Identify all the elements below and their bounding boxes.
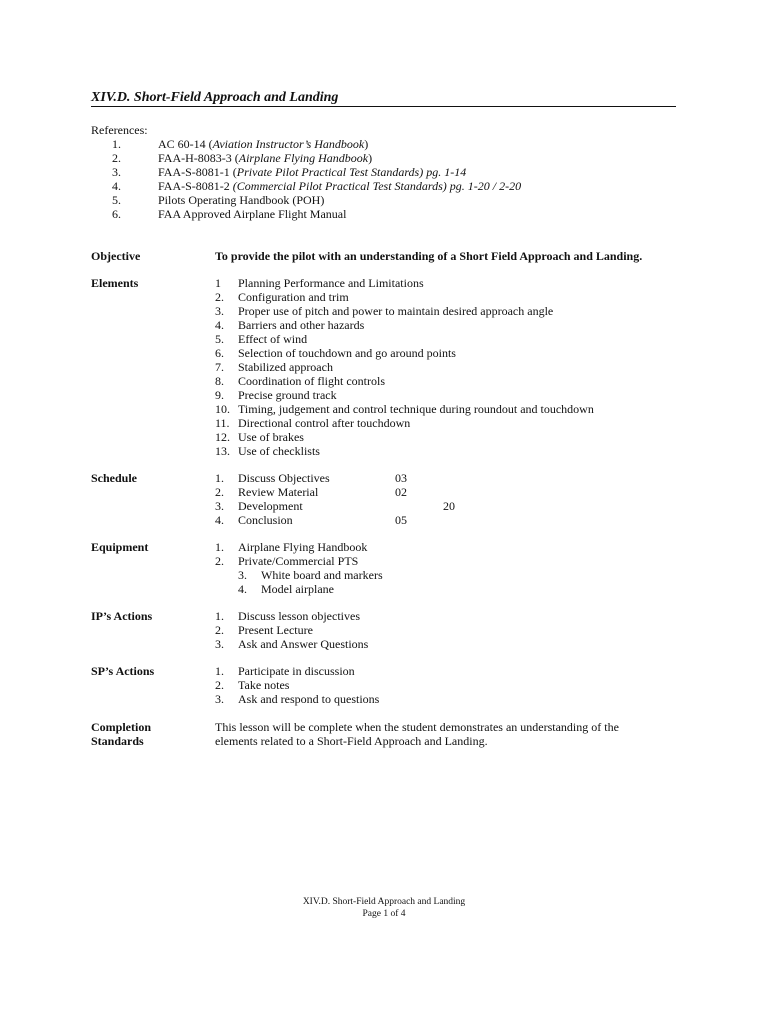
completion-label-line: Standards [91, 734, 144, 748]
list-item [215, 678, 685, 692]
item-number: 2. [215, 485, 224, 499]
item-text: Timing, judgement and control technique during roundout and touchdown [238, 402, 594, 416]
page-number: Page 1 of 4 [362, 909, 406, 919]
reference-text [158, 137, 368, 151]
item-number: 8. [215, 374, 224, 388]
item-number: 1. [215, 540, 224, 554]
item-text: White board and markers [261, 568, 383, 582]
list-item [215, 568, 685, 582]
item-text: Ask and Answer Questions [238, 637, 369, 651]
item-number: 1 [215, 276, 221, 290]
schedule-row [215, 485, 685, 499]
schedule-activity: Review Material [238, 485, 319, 499]
item-number: 10. [215, 402, 230, 416]
item-number: 2. [215, 623, 224, 637]
list-item [215, 402, 685, 416]
item-number: 2. [215, 554, 224, 568]
schedule-list [215, 471, 685, 527]
reference-code: FAA-H-8083-3 ( [158, 151, 239, 165]
list-item [215, 430, 685, 444]
schedule-label: Schedule [91, 471, 138, 485]
item-text: Discuss lesson objectives [238, 609, 360, 623]
reference-title: (Commercial Pilot Practical Test Standards) pg. 1-20 / 2-20 [232, 179, 522, 193]
item-text: Participate in discussion [238, 664, 355, 678]
item-text: Use of brakes [238, 430, 304, 444]
item-number: 11. [215, 416, 230, 430]
elements-label: Elements [91, 276, 139, 290]
item-text: Coordination of flight controls [238, 374, 385, 388]
list-item [215, 609, 685, 623]
reference-text: Pilots Operating Handbook (POH) [158, 193, 325, 207]
item-text: Barriers and other hazards [238, 318, 365, 332]
reference-text [158, 165, 466, 179]
list-item [215, 290, 685, 304]
item-number: 4. [215, 318, 224, 332]
list-item [215, 318, 685, 332]
schedule-time: 20 [443, 499, 455, 513]
list-item [215, 416, 685, 430]
references-label: References: [91, 123, 148, 137]
item-number: 7. [215, 360, 224, 374]
reference-text [158, 179, 521, 193]
reference-item [0, 179, 768, 193]
completion-label [91, 720, 151, 748]
completion-text [215, 720, 685, 748]
item-number: 12. [215, 430, 230, 444]
list-item [215, 582, 685, 596]
page-footer [0, 896, 768, 920]
objective-label: Objective [91, 249, 141, 263]
elements-list [215, 276, 685, 458]
item-text: Configuration and trim [238, 290, 349, 304]
sp-actions-label: SP’s Actions [91, 664, 155, 678]
list-item [215, 346, 685, 360]
reference-text: FAA Approved Airplane Flight Manual [158, 207, 347, 221]
schedule-activity: Conclusion [238, 513, 293, 527]
schedule-activity: Development [238, 499, 303, 513]
schedule-row [215, 513, 685, 527]
reference-number: 1. [112, 137, 121, 151]
completion-text-line: This lesson will be complete when the student demonstrates an understanding of the [215, 720, 619, 734]
reference-item [0, 207, 768, 221]
list-item [215, 332, 685, 346]
list-item [215, 304, 685, 318]
item-number: 1. [215, 609, 224, 623]
reference-suffix: ) [368, 151, 373, 165]
item-number: 3. [238, 568, 247, 582]
item-number: 9. [215, 388, 224, 402]
item-number: 3. [215, 692, 224, 706]
reference-item [0, 193, 768, 207]
list-item [215, 664, 685, 678]
list-item [215, 444, 685, 458]
objective-text: To provide the pilot with an understanding of a Short Field Approach and Landing. [215, 249, 643, 263]
item-text: Directional control after touchdown [238, 416, 411, 430]
item-number: 6. [215, 346, 224, 360]
reference-title: Aviation Instructor’s Handbook [212, 137, 365, 151]
item-number: 3. [215, 304, 224, 318]
item-text: Effect of wind [238, 332, 308, 346]
item-number: 3. [215, 637, 224, 651]
reference-item [0, 165, 768, 179]
footer-title: XIV.D. Short-Field Approach and Landing [302, 897, 466, 907]
schedule-activity: Discuss Objectives [238, 471, 330, 485]
item-number: 1. [215, 471, 224, 485]
item-text: Stabilized approach [238, 360, 333, 374]
item-text: Use of checklists [238, 444, 320, 458]
item-number: 3. [215, 499, 224, 513]
reference-code: AC 60-14 ( [158, 137, 213, 151]
list-item [215, 276, 685, 290]
references-list [0, 137, 768, 221]
sp-actions-list [215, 664, 685, 706]
list-item [215, 388, 685, 402]
list-item [215, 692, 685, 706]
item-number: 13. [215, 444, 230, 458]
reference-code: FAA-S-8081-1 ( [158, 165, 237, 179]
list-item [215, 540, 685, 554]
item-number: 1. [215, 664, 224, 678]
ip-actions-label: IP’s Actions [91, 609, 153, 623]
reference-number: 2. [112, 151, 121, 165]
schedule-time: 05 [395, 513, 407, 527]
item-text: Precise ground track [238, 388, 337, 402]
item-text: Private/Commercial PTS [238, 554, 359, 568]
reference-text [158, 151, 372, 165]
item-text: Proper use of pitch and power to maintain desired approach angle [238, 304, 554, 318]
item-number: 2. [215, 290, 224, 304]
completion-label-line: Completion [91, 720, 151, 734]
objective-body [215, 249, 685, 263]
reference-suffix: ) [364, 137, 369, 151]
page-title: XIV.D. Short-Field Approach and Landing [91, 90, 676, 107]
item-text: Ask and respond to questions [238, 692, 380, 706]
schedule-time: 03 [395, 471, 407, 485]
equipment-list [215, 540, 685, 596]
item-text: Airplane Flying Handbook [238, 540, 368, 554]
reference-code: FAA-S-8081-2 [158, 179, 233, 193]
item-number: 4. [238, 582, 247, 596]
reference-number: 6. [112, 207, 121, 221]
item-text: Planning Performance and Limitations [238, 276, 424, 290]
list-item [215, 360, 685, 374]
reference-title: Private Pilot Practical Test Standards) pg. 1-14 [236, 165, 467, 179]
schedule-time: 02 [395, 485, 407, 499]
reference-number: 5. [112, 193, 121, 207]
item-text: Selection of touchdown and go around points [238, 346, 456, 360]
reference-item [0, 151, 768, 165]
schedule-row [215, 471, 685, 485]
item-number: 2. [215, 678, 224, 692]
reference-item [0, 137, 768, 151]
item-text: Model airplane [261, 582, 334, 596]
reference-number: 4. [112, 179, 121, 193]
list-item [215, 554, 685, 568]
list-item [215, 623, 685, 637]
reference-number: 3. [112, 165, 121, 179]
equipment-label: Equipment [91, 540, 149, 554]
item-number: 5. [215, 332, 224, 346]
list-item [215, 637, 685, 651]
item-number: 4. [215, 513, 224, 527]
item-text: Take notes [238, 678, 290, 692]
list-item [215, 374, 685, 388]
completion-text-line: elements related to a Short-Field Approach and Landing. [215, 734, 488, 748]
ip-actions-list [215, 609, 685, 651]
schedule-row [215, 499, 685, 513]
item-text: Present Lecture [238, 623, 313, 637]
reference-title: Airplane Flying Handbook [238, 151, 369, 165]
